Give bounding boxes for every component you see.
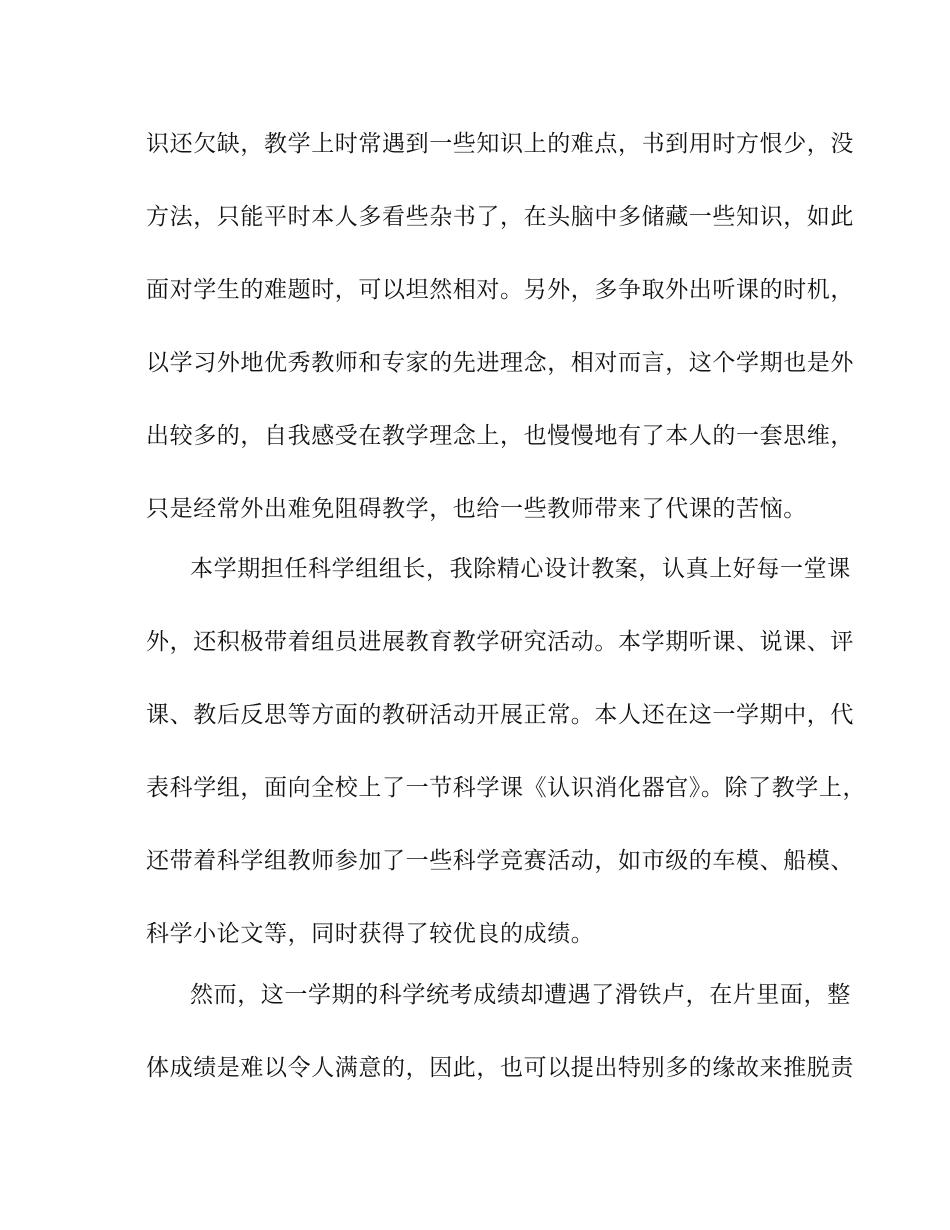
text-line: 方法，只能平时本人多看些杂书了，在头脑中多储藏一些知识，如此 — [146, 204, 854, 230]
text-line: 还带着科学组教师参加了一些科学竞赛活动，如市级的车模、船模、 — [146, 848, 854, 874]
text-line: 只是经常外出难免阻碍教学，也给一些教师带来了代课的苦恼。 — [146, 496, 807, 522]
paragraph-first-line: 本学期担任科学组组长，我除精心设计教案，认真上好每一堂课 — [190, 556, 851, 582]
text-line: 面对学生的难题时，可以坦然相对。另外，多争取外出听课的时机， — [146, 277, 854, 303]
text-line: 识还欠缺，教学上时常遇到一些知识上的难点，书到用时方恨少，没 — [146, 131, 854, 157]
text-line: 表科学组，面向全校上了一节科学课《认识消化器官》。除了教学上， — [146, 775, 867, 801]
text-line: 体成绩是难以令人满意的，因此，也可以提出特别多的缘故来推脱责 — [146, 1055, 854, 1081]
text-line: 课、教后反思等方面的教研活动开展正常。本人还在这一学期中，代 — [146, 702, 854, 728]
paragraph-first-line: 然而，这一学期的科学统考成绩却遭遇了滑铁卢，在片里面，整 — [190, 982, 851, 1008]
text-line: 以学习外地优秀教师和专家的先进理念，相对而言，这个学期也是外 — [146, 350, 854, 376]
text-line: 出较多的，自我感受在教学理念上，也慢慢地有了本人的一套思维， — [146, 423, 854, 449]
text-line: 外，还积极带着组员进展教育教学研究活动。本学期听课、说课、评 — [146, 629, 854, 655]
text-line: 科学小论文等，同时获得了较优良的成绩。 — [146, 921, 595, 947]
